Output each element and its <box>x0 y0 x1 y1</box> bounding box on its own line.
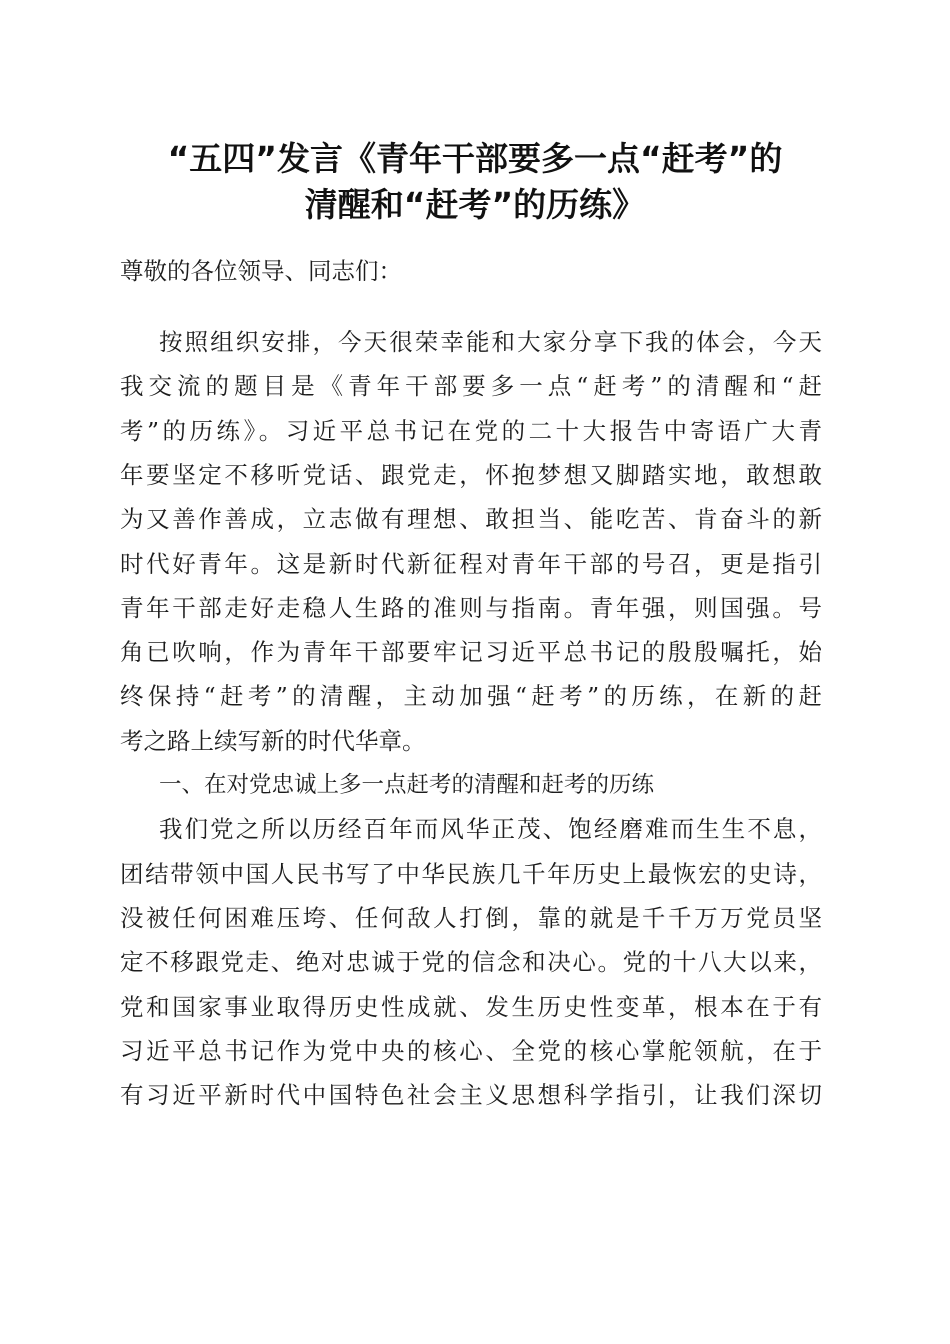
paragraph-2-line: 习近平总书记作为党中央的核心、全党的核心掌舵领航，在于 <box>120 1036 822 1065</box>
paragraph-1-line: 年要坚定不移听党话、跟党走，怀抱梦想又脚踏实地，敢想敢 <box>120 460 822 489</box>
paragraph-2-line: 没被任何困难压垮、任何敌人打倒，靠的就是千千万万党员坚 <box>120 903 822 932</box>
paragraph-1-line: 我交流的题目是《青年干部要多一点“赶考”的清醒和“赶 <box>120 372 822 401</box>
paragraph-2-line: 我们党之所以历经百年而风华正茂、饱经磨难而生生不息， <box>159 815 822 844</box>
paragraph-2-line: 定不移跟党走、绝对忠诚于党的信念和决心。党的十八大以来， <box>120 948 822 977</box>
paragraph-1-line: 为又善作善成，立志做有理想、敢担当、能吃苦、肯奋斗的新 <box>120 505 822 534</box>
paragraph-1-line: 考之路上续写新的时代华章。 <box>120 726 426 755</box>
paragraph-2-line: 党和国家事业取得历史性成就、发生历史性变革，根本在于有 <box>120 992 822 1021</box>
paragraph-1-line: 考”的历练》。习近平总书记在党的二十大报告中寄语广大青 <box>120 416 822 445</box>
salutation: 尊敬的各位领导、同志们： <box>120 257 402 285</box>
paragraph-1-line: 青年干部走好走稳人生路的准则与指南。青年强，则国强。号 <box>120 593 822 622</box>
paragraph-2-line: 团结带领中国人民书写了中华民族几千年历史上最恢宏的史诗， <box>120 859 822 888</box>
paragraph-1-line: 时代好青年。这是新时代新征程对青年干部的号召，更是指引 <box>120 549 822 578</box>
paragraph-1-line: 终保持“赶考”的清醒，主动加强“赶考”的历练，在新的赶 <box>120 682 822 711</box>
document-title-line-2: 清醒和“赶考”的历练》 <box>304 185 646 224</box>
paragraph-1-line: 角已吹响，作为青年干部要牢记习近平总书记的殷殷嘱托，始 <box>120 638 822 667</box>
paragraph-1-line: 按照组织安排，今天很荣幸能和大家分享下我的体会，今天 <box>159 328 822 356</box>
document-title-line-1: “五四”发言《青年干部要多一点“赶考”的 <box>167 139 783 178</box>
section-1-heading: 一、在对党忠诚上多一点赶考的清醒和赶考的历练 <box>159 772 655 798</box>
paragraph-2-line: 有习近平新时代中国特色社会主义思想科学指引，让我们深切 <box>120 1081 822 1110</box>
